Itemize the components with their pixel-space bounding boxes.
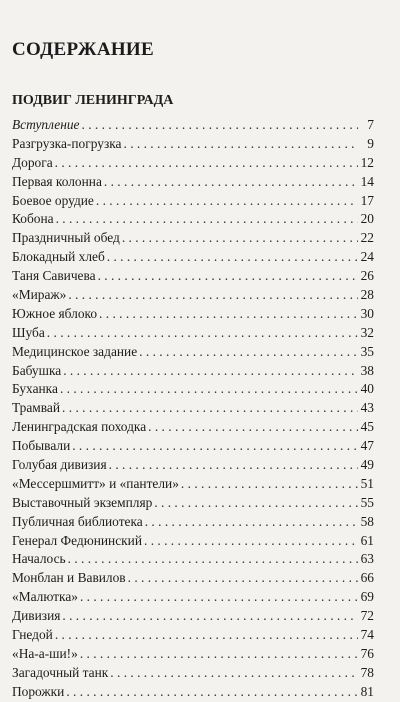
toc-entry-page-number: 49 bbox=[360, 457, 374, 473]
toc-entry-page-number: 22 bbox=[360, 230, 374, 246]
toc-entry-page-number: 24 bbox=[360, 249, 374, 265]
toc-entry-title: Вступление bbox=[12, 117, 80, 132]
toc-entry bbox=[12, 532, 374, 551]
toc-entry-title: Монблан и Вавилов bbox=[12, 570, 126, 586]
toc-entry bbox=[12, 229, 374, 248]
toc-entry-title: Публичная библиотека bbox=[12, 513, 143, 529]
toc-dot-leader bbox=[104, 173, 358, 192]
toc-dot-leader bbox=[62, 607, 358, 626]
toc-entry-page-number: 32 bbox=[360, 324, 374, 340]
toc-dot-leader bbox=[82, 116, 359, 135]
toc-dot-leader bbox=[144, 532, 358, 551]
toc-entry-page-number: 81 bbox=[360, 683, 374, 699]
toc-entry-page-number: 74 bbox=[360, 627, 374, 643]
toc-entry-title: «Малютка» bbox=[12, 589, 78, 605]
toc-dot-leader bbox=[60, 380, 358, 399]
toc-entry bbox=[12, 286, 374, 305]
toc-dot-leader bbox=[68, 286, 358, 305]
toc-entry-title: «Мессершмитт» и «пантели» bbox=[12, 475, 179, 491]
toc-entry bbox=[12, 305, 374, 324]
toc-entry-page-number: 72 bbox=[360, 608, 374, 624]
toc-dot-leader bbox=[139, 343, 358, 362]
toc-entry-page-number: 47 bbox=[360, 438, 374, 454]
toc-entry bbox=[12, 550, 374, 569]
toc-entry-title: Дивизия bbox=[12, 608, 61, 624]
table-of-contents bbox=[12, 116, 374, 702]
toc-dot-leader bbox=[55, 154, 358, 173]
toc-entry bbox=[12, 399, 374, 418]
toc-entry-title: Дорога bbox=[12, 154, 53, 170]
toc-entry bbox=[12, 456, 374, 475]
toc-dot-leader bbox=[148, 418, 358, 437]
toc-entry bbox=[12, 343, 374, 362]
toc-entry-page-number: 7 bbox=[367, 117, 374, 132]
toc-entry-title: Порожки bbox=[12, 683, 65, 699]
toc-entry-title: Трамвай bbox=[12, 400, 61, 416]
toc-dot-leader bbox=[55, 626, 358, 645]
toc-entry-title: Побывали bbox=[12, 438, 71, 454]
toc-entry bbox=[12, 418, 374, 437]
section-title: ПОДВИГ ЛЕНИНГРАДА bbox=[12, 93, 174, 108]
toc-entry bbox=[12, 664, 374, 683]
toc-dot-leader bbox=[128, 569, 358, 588]
toc-entry bbox=[12, 380, 374, 399]
toc-dot-leader bbox=[122, 229, 358, 248]
toc-dot-leader bbox=[107, 248, 358, 267]
toc-entry-title: Гнедой bbox=[12, 627, 53, 643]
toc-entry-title: Загадочный танк bbox=[12, 664, 109, 680]
toc-dot-leader bbox=[109, 456, 358, 475]
toc-entry-page-number: 78 bbox=[360, 664, 374, 680]
toc-entry-page-number: 35 bbox=[360, 343, 374, 359]
toc-entry-page-number: 76 bbox=[360, 645, 374, 661]
toc-entry-page-number: 66 bbox=[360, 570, 374, 586]
toc-entry-page-number: 40 bbox=[360, 381, 374, 397]
toc-dot-leader bbox=[62, 399, 358, 418]
toc-entry-page-number: 45 bbox=[360, 419, 374, 435]
toc-dot-leader bbox=[96, 192, 358, 211]
toc-entry-title: Бабушка bbox=[12, 362, 62, 378]
toc-entry-page-number: 38 bbox=[360, 362, 374, 378]
toc-entry bbox=[12, 626, 374, 645]
toc-entry-page-number: 61 bbox=[360, 532, 374, 548]
page-title: СОДЕРЖАНИЕ bbox=[12, 39, 154, 60]
toc-entry-title: Медицинское задание bbox=[12, 343, 138, 359]
toc-dot-leader bbox=[80, 645, 358, 664]
toc-entry-page-number: 26 bbox=[360, 268, 374, 284]
toc-entry bbox=[12, 683, 374, 702]
toc-entry-title: Южное яблоко bbox=[12, 305, 98, 321]
toc-dot-leader bbox=[124, 135, 359, 154]
toc-dot-leader bbox=[68, 550, 358, 569]
toc-entry-page-number: 63 bbox=[360, 551, 374, 567]
toc-entry-title: Кобона bbox=[12, 211, 54, 227]
toc-entry-page-number: 30 bbox=[360, 305, 374, 321]
toc-entry bbox=[12, 588, 374, 607]
toc-entry bbox=[12, 210, 374, 229]
toc-entry-title: Буханка bbox=[12, 381, 58, 397]
toc-entry-title: Выставочный экземпляр bbox=[12, 494, 153, 510]
toc-entry-title: Генерал Федюнинский bbox=[12, 532, 143, 548]
toc-entry-title: «На-а-ши!» bbox=[12, 645, 78, 661]
toc-dot-leader bbox=[80, 588, 358, 607]
toc-entry bbox=[12, 494, 374, 513]
toc-entry-page-number: 17 bbox=[360, 192, 374, 208]
toc-entry-page-number: 20 bbox=[360, 211, 374, 227]
toc-entry bbox=[12, 645, 374, 664]
toc-entry-page-number: 69 bbox=[360, 589, 374, 605]
toc-entry-page-number: 43 bbox=[360, 400, 374, 416]
toc-entry bbox=[12, 513, 374, 532]
toc-entry bbox=[12, 437, 374, 456]
toc-entry bbox=[12, 324, 374, 343]
toc-dot-leader bbox=[47, 324, 358, 343]
toc-entry bbox=[12, 135, 374, 154]
toc-entry-title: Праздничный обед bbox=[12, 230, 120, 246]
toc-entry-title: Ленинградская походка bbox=[12, 419, 147, 435]
toc-entry bbox=[12, 154, 374, 173]
toc-entry-title: Шуба bbox=[12, 324, 45, 340]
toc-entry-title: Голубая дивизия bbox=[12, 457, 107, 473]
toc-entry-page-number: 9 bbox=[367, 135, 374, 151]
toc-entry-page-number: 14 bbox=[360, 173, 374, 189]
toc-entry-page-number: 58 bbox=[360, 513, 374, 529]
toc-entry-page-number: 55 bbox=[360, 494, 374, 510]
toc-entry-title: Таня Савичева bbox=[12, 268, 96, 284]
toc-entry-title: Блокадный хлеб bbox=[12, 249, 105, 265]
toc-entry bbox=[12, 569, 374, 588]
toc-entry-title: Разгрузка-погрузка bbox=[12, 135, 122, 151]
toc-dot-leader bbox=[72, 437, 358, 456]
toc-dot-leader bbox=[181, 475, 358, 494]
toc-entry-page-number: 12 bbox=[360, 154, 374, 170]
toc-entry-page-number: 28 bbox=[360, 287, 374, 303]
toc-entry bbox=[12, 116, 374, 135]
toc-entry bbox=[12, 362, 374, 381]
toc-dot-leader bbox=[99, 305, 358, 324]
toc-entry-title: Началось bbox=[12, 551, 66, 567]
toc-entry bbox=[12, 267, 374, 286]
toc-entry bbox=[12, 475, 374, 494]
toc-dot-leader bbox=[63, 362, 358, 381]
toc-entry-title: Первая колонна bbox=[12, 173, 102, 189]
toc-entry bbox=[12, 192, 374, 211]
toc-dot-leader bbox=[56, 210, 358, 229]
toc-entry bbox=[12, 607, 374, 626]
toc-entry-title: Боевое орудие bbox=[12, 192, 94, 208]
toc-entry-title: «Мираж» bbox=[12, 287, 67, 303]
toc-entry bbox=[12, 173, 374, 192]
toc-entry bbox=[12, 248, 374, 267]
toc-entry-page-number: 51 bbox=[360, 475, 374, 491]
toc-dot-leader bbox=[154, 494, 358, 513]
toc-dot-leader bbox=[66, 683, 358, 702]
toc-dot-leader bbox=[145, 513, 358, 532]
toc-dot-leader bbox=[110, 664, 358, 683]
toc-dot-leader bbox=[98, 267, 358, 286]
